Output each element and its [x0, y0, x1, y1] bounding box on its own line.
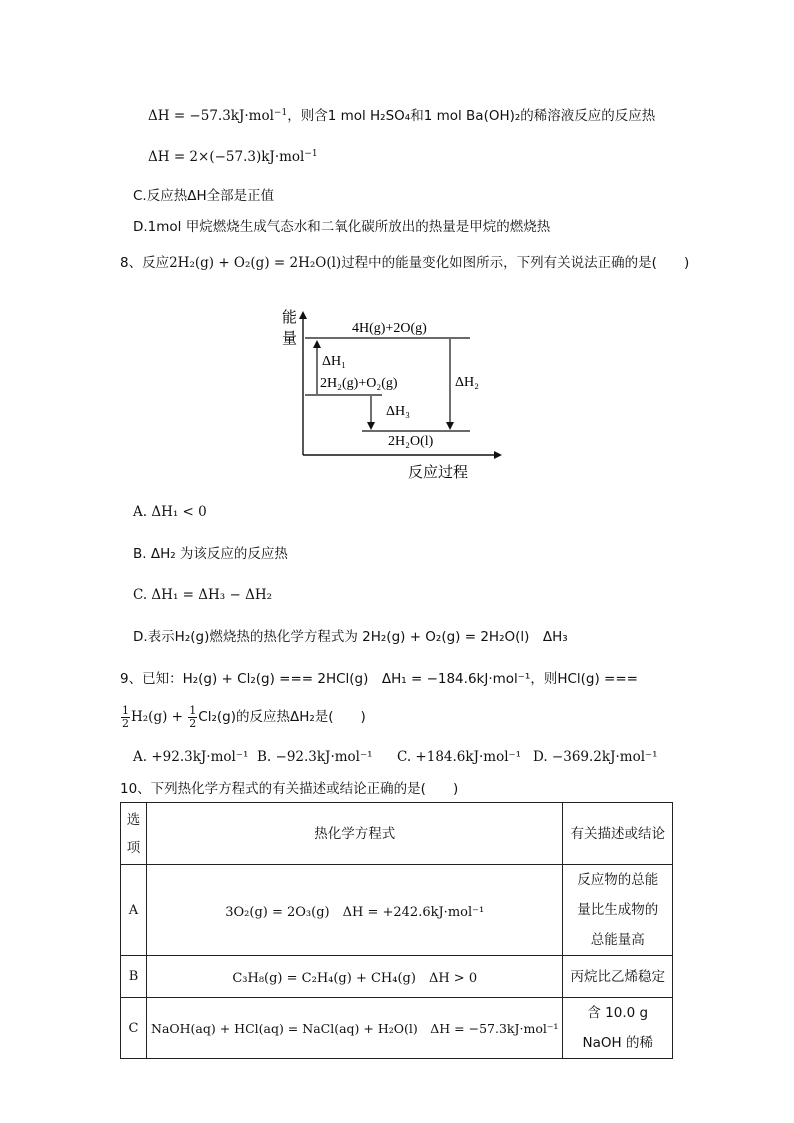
- row-c-equation: NaOH(aq) + HCl(aq) = NaCl(aq) + H₂O(l) ΔH = −57.3kJ·mol⁻¹: [147, 998, 563, 1059]
- frac-num: 1: [122, 704, 129, 717]
- header-equation: 热化学方程式: [147, 803, 563, 865]
- q7-line1: [148, 107, 655, 125]
- q10-stem: 10、下列热化学方程式的有关描述或结论正确的是( ): [120, 781, 459, 797]
- q8-option-a: A. ΔH₁ < 0: [133, 504, 207, 520]
- header-description: 有关描述或结论: [563, 803, 673, 865]
- row-b-equation: C₃H₈(g) = C₂H₄(g) + CH₄(g) ΔH > 0: [147, 956, 563, 998]
- q9-option-c: C. +184.6kJ·mol⁻¹: [397, 749, 522, 765]
- dh1-label: ΔH₁: [322, 354, 346, 369]
- dh3-label: ΔH₃: [386, 404, 410, 419]
- table-header-row: [121, 803, 673, 865]
- q9-stem-line1: 9、已知：H₂(g) + Cl₂(g) === 2HCl(g) ΔH₁ = −184.6kJ·mol⁻¹，则HCl(g) ===: [120, 671, 638, 687]
- x-axis-label: 反应过程: [408, 465, 469, 481]
- row-a-description: 反应物的总能量比生成物的总能量高: [563, 865, 673, 956]
- q8-option-d: D.表示H₂(g)燃烧热的热化学方程式为 2H₂(g) + O₂(g) = 2H₂O(l) ΔH₃: [133, 629, 568, 645]
- frac-den: 2: [189, 717, 197, 730]
- q9-frac-2: [188, 705, 197, 730]
- q7-line2-text: ΔH = 2×(−57.3)kJ·mol: [148, 149, 305, 165]
- q8-stem-prefix: 8、反应: [120, 255, 170, 271]
- row-c-option: C: [121, 998, 147, 1059]
- q9-stem2-a: H₂(g) +: [131, 709, 183, 725]
- energy-diagram: [270, 295, 510, 485]
- q8-stem-equation: 2H₂(g) + O₂(g) = 2H₂O(l): [169, 255, 342, 271]
- q9-option-a: A. +92.3kJ·mol⁻¹: [133, 749, 249, 765]
- q8-stem-suffix: 过程中的能量变化如图所示，下列有关说法正确的是( ): [341, 255, 690, 271]
- q7-line2: [148, 148, 318, 166]
- y-axis-label-1: 能: [282, 310, 298, 326]
- y-axis-label-2: 量: [282, 331, 298, 347]
- q9-option-d: D. −369.2kJ·mol⁻¹: [533, 749, 658, 765]
- q9-stem-line2: [120, 704, 366, 730]
- row-b-option: B: [121, 956, 147, 998]
- row-a-equation: 3O₂(g) = 2O₃(g) ΔH = +242.6kJ·mol⁻¹: [147, 865, 563, 956]
- q9-stem2-b: Cl₂(g)的反应热ΔH₂是( ): [198, 709, 366, 725]
- q9-frac-1: [121, 705, 130, 730]
- table-row: [121, 865, 673, 956]
- q7-line1-sup: −1: [273, 108, 288, 118]
- q7-option-d: D.1mol 甲烷燃烧生成气态水和二氧化碳所放出的热量是甲烷的燃烧热: [133, 219, 551, 235]
- q8-option-c: C. ΔH₁ = ΔH₃ − ΔH₂: [133, 587, 273, 603]
- q7-line2-sup: −1: [304, 149, 318, 159]
- frac-num: 1: [189, 704, 197, 717]
- frac-den: 2: [122, 717, 129, 730]
- row-b-description: 丙烷比乙烯稳定: [563, 956, 673, 998]
- q7-line1-text: ，则含1 mol H₂SO₄和1 mol Ba(OH)₂的稀溶液反应的反应热: [287, 108, 656, 124]
- row-c-description: 含 10.0 g NaOH 的稀: [563, 998, 673, 1059]
- q8-option-b: B. ΔH₂ 为该反应的反应热: [133, 546, 288, 562]
- q7-line1-dh: ΔH = −57.3kJ·mol: [148, 108, 274, 124]
- dh2-label: ΔH₂: [455, 375, 479, 390]
- row-a-option: A: [121, 865, 147, 956]
- table-row: [121, 956, 673, 998]
- q7-option-c: C.反应热ΔH全部是正值: [133, 188, 275, 204]
- q9-option-b: B. −92.3kJ·mol⁻¹: [257, 749, 373, 765]
- table-row: [121, 998, 673, 1059]
- q8-stem: [120, 254, 689, 272]
- mid-level-label: 2H₂(g)+O₂(g): [320, 376, 398, 391]
- top-level-label: 4H(g)+2O(g): [352, 321, 427, 336]
- q10-table: [120, 802, 673, 1059]
- header-option: 选项: [121, 803, 147, 865]
- bottom-level-label: 2H₂O(l): [388, 434, 434, 449]
